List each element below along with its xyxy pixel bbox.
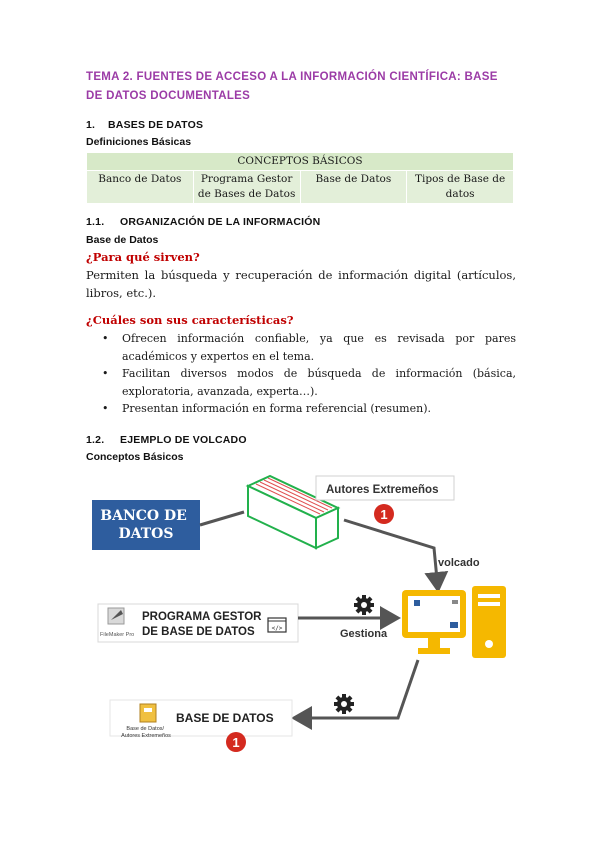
list-item-text: Presentan información en forma referencial (resumen).: [122, 402, 431, 415]
arrow-banco-files: [200, 512, 244, 525]
volcado-label: volcado: [438, 557, 480, 569]
autores-label: Autores Extremeños: [326, 484, 439, 496]
svg-text:</>: </>: [271, 625, 283, 632]
filemaker-icon: [108, 608, 124, 624]
list-item: • Presentan información en forma referencial (resumen).: [102, 402, 431, 415]
programa-line1: PROGRAMA GESTOR: [142, 611, 262, 623]
section-1-1-subheading: Base de Datos: [86, 234, 159, 246]
gear-icon: [334, 694, 354, 714]
gear-icon: [354, 595, 374, 615]
arrow-volcado: [344, 520, 438, 590]
concepts-table-header: CONCEPTOS BÁSICOS: [87, 153, 514, 171]
question-purpose: ¿Para qué sirven?: [86, 250, 200, 264]
section-1-1-heading: [86, 216, 320, 228]
characteristics-list: [86, 330, 516, 418]
section-1-1-number: 1.1.: [86, 216, 105, 228]
list-item: • Ofrecen información confiable, ya que es revisada por pares académicos y expertos en el tema.: [102, 332, 516, 363]
section-1-2-heading: [86, 434, 247, 446]
concepts-table: [86, 152, 514, 204]
section-1-heading: [86, 119, 203, 131]
base-label: BASE DE DATOS: [176, 711, 274, 725]
volcado-diagram: [80, 468, 520, 758]
table-cell: Programa Gestor de Bases de Datos: [193, 171, 300, 204]
number-badge-icon: [374, 504, 394, 524]
banco-line1: BANCO DE: [100, 508, 187, 524]
section-1-subheading: Definiciones Básicas: [86, 136, 192, 148]
base-caption: [121, 726, 171, 739]
section-1-2-subheading: Conceptos Básicos: [86, 451, 184, 463]
section-1-1-title: ORGANIZACIÓN DE LA INFORMACIÓN: [120, 216, 321, 228]
section-1-title: BASES DE DATOS: [108, 119, 204, 131]
purpose-paragraph: Permiten la búsqueda y recuperación de información digital (artículos, libros, etc.).: [86, 268, 516, 300]
base-caption-line1: Base de Datos/: [126, 726, 165, 732]
filemaker-label: FileMaker Pro: [100, 632, 135, 638]
computer-icon: [402, 586, 506, 658]
banco-line2: DATOS: [118, 526, 174, 542]
programa-line2: DE BASE DE DATOS: [142, 626, 255, 638]
base-caption-line2: Autores Extremeños: [121, 733, 171, 739]
table-cell: Base de Datos: [300, 171, 407, 204]
badge-number: 1: [232, 735, 240, 750]
list-item: • Facilitan diversos modos de búsqueda de información (básica, exploratoria, avanzada, experta…).: [102, 367, 516, 398]
gestiona-label: Gestiona: [340, 628, 388, 640]
table-cell: Banco de Datos: [87, 171, 194, 204]
code-icon: [268, 618, 286, 632]
section-1-number: 1.: [86, 119, 96, 131]
section-1-2-title: EJEMPLO DE VOLCADO: [120, 434, 247, 446]
number-badge-icon: [226, 732, 246, 752]
list-item-text: Ofrecen información confiable, ya que es revisada por pares académicos y expertos en el tema.: [122, 332, 516, 363]
section-1-2-number: 1.2.: [86, 434, 105, 446]
list-item-text: Facilitan diversos modos de búsqueda de información (básica, exploratoria, avanzada, experta…).: [122, 367, 516, 398]
badge-number: 1: [380, 507, 388, 522]
arrow-computer-base: [294, 660, 418, 718]
document-title: TEMA 2. FUENTES DE ACCESO A LA INFORMACIÓN CIENTÍFICA: BASE DE DATOS DOCUMENTALES: [86, 71, 498, 102]
database-file-icon: [140, 704, 156, 722]
banco-de-datos-box: [92, 500, 200, 550]
table-cell: Tipos de Base de datos: [407, 171, 514, 204]
question-characteristics: ¿Cuáles son sus características?: [86, 313, 294, 327]
